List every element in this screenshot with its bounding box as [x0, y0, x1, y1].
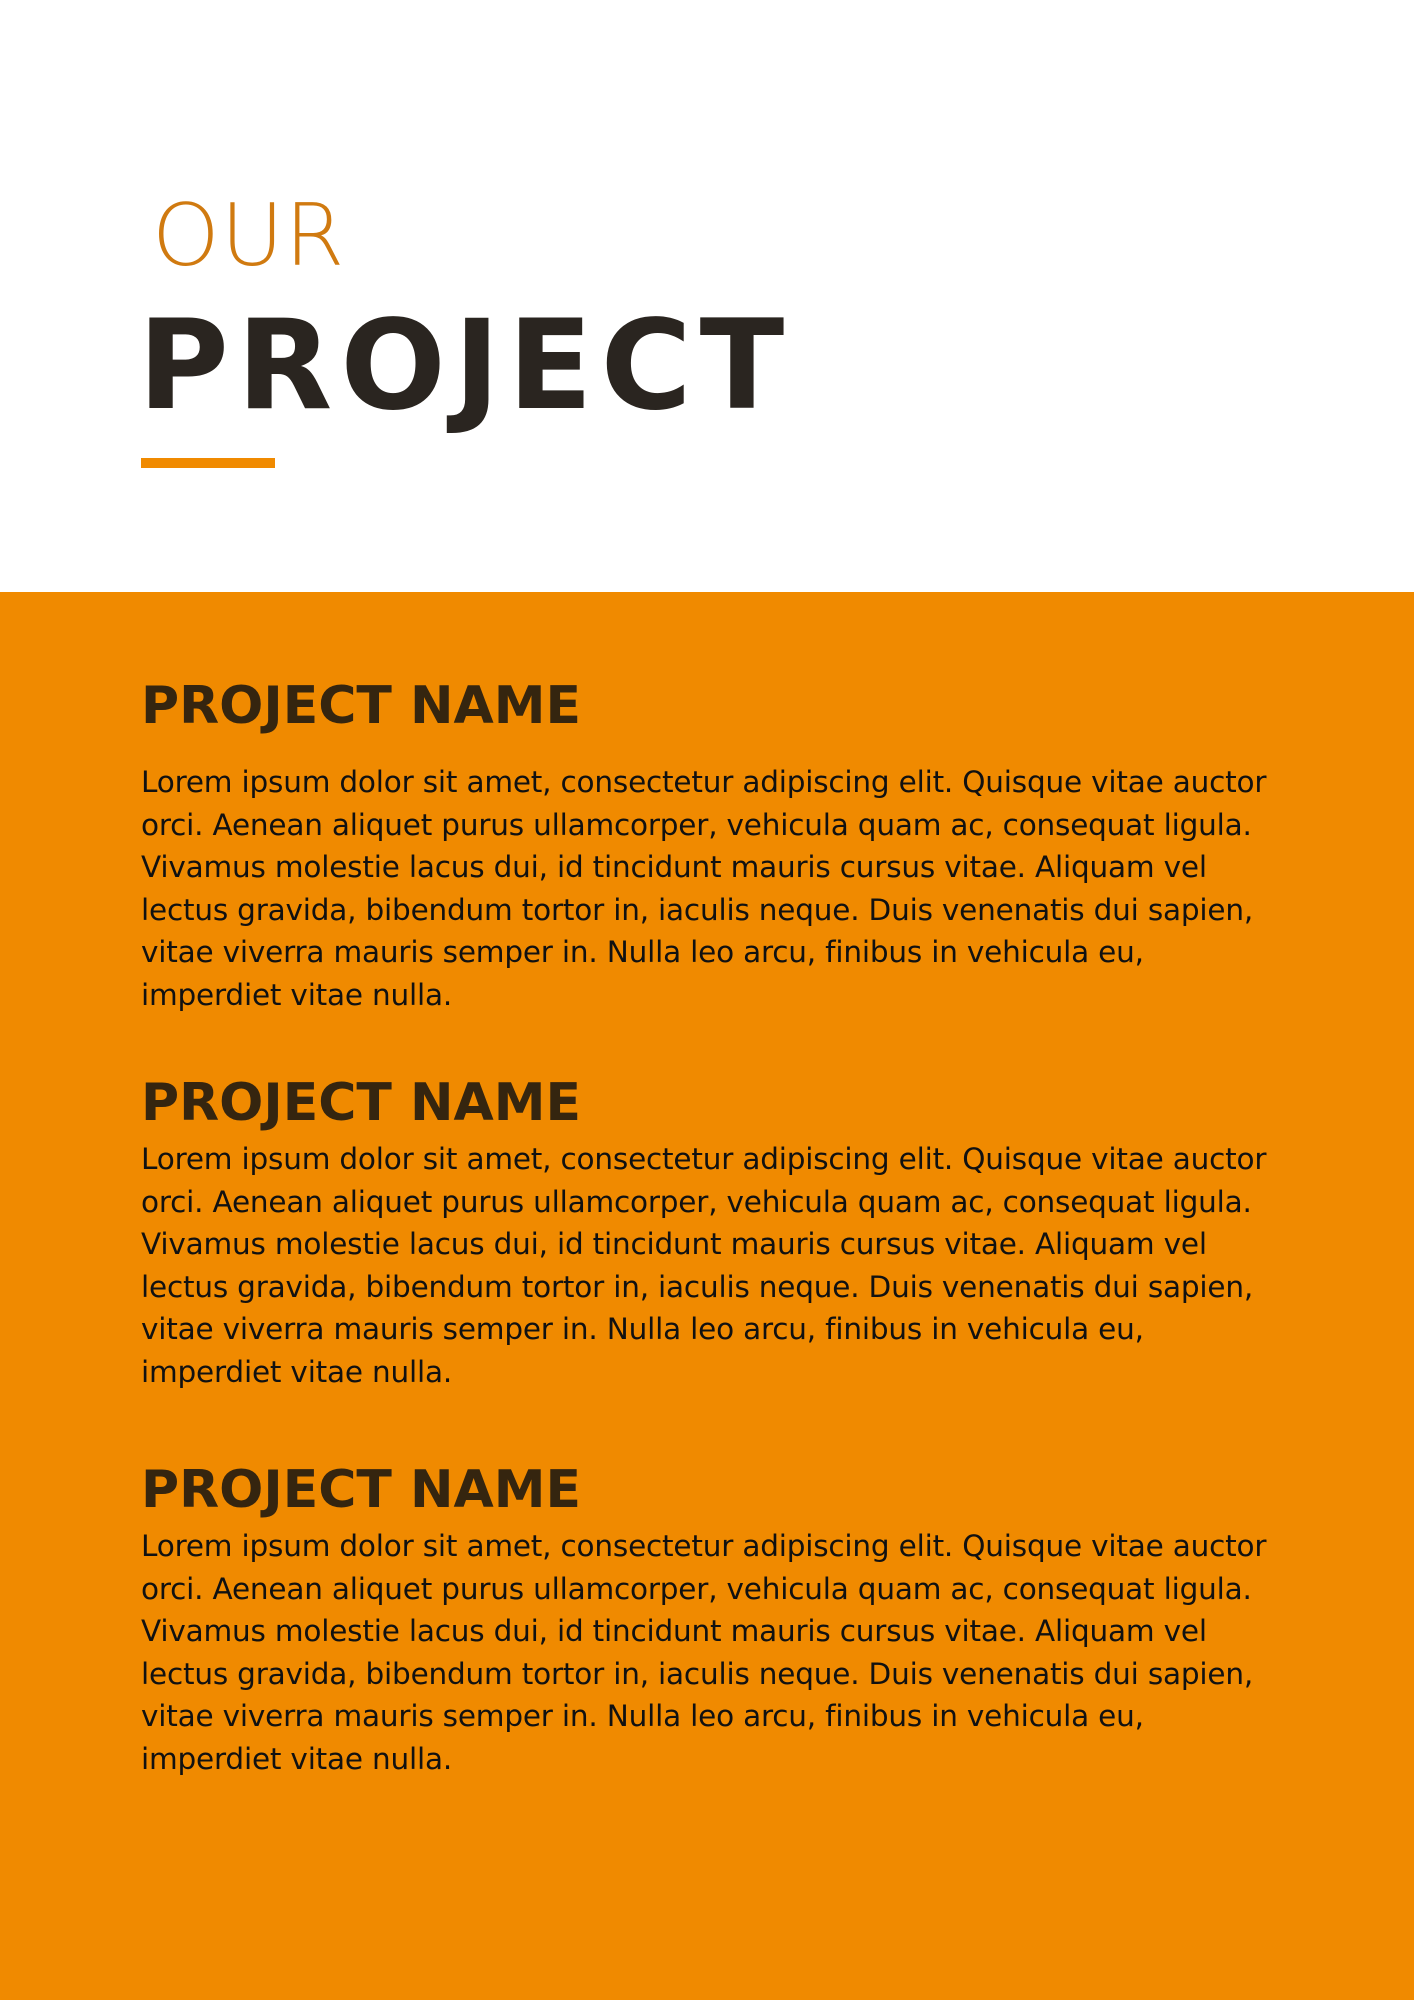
heading-our: OUR: [152, 186, 346, 286]
project-description: Lorem ipsum dolor sit amet, consectetur adipiscing elit. Quisque vitae auctor orci. Aenean aliquet purus ullamcorper, vehicula quam ac, consequat ligula. Vivamus molestie lacus dui, id tincidunt mauris cursus vitae. Aliquam vel lectus gravida, bibendum tortor in, iaculis neque. Duis venenatis dui sapien, vitae viverra mauris semper in. Nulla leo arcu, finibus in vehicula eu, imperdiet vitae nulla.: [141, 765, 1267, 1012]
heading-project: PROJECT: [138, 294, 793, 438]
accent-underline: [141, 458, 275, 468]
project-title: PROJECT NAME: [141, 1073, 581, 1133]
project-description: Lorem ipsum dolor sit amet, consectetur adipiscing elit. Quisque vitae auctor orci. Aenean aliquet purus ullamcorper, vehicula quam ac, consequat ligula. Vivamus molestie lacus dui, id tincidunt mauris cursus vitae. Aliquam vel lectus gravida, bibendum tortor in, iaculis neque. Duis venenatis dui sapien, vitae viverra mauris semper in. Nulla leo arcu, finibus in vehicula eu, imperdiet vitae nulla.: [141, 1529, 1267, 1776]
project-section: [141, 1068, 1281, 1394]
project-title: PROJECT NAME: [141, 1460, 581, 1520]
project-section: [141, 1455, 1281, 1781]
project-section: [141, 671, 1281, 1017]
header-area: [0, 0, 1414, 592]
project-description: Lorem ipsum dolor sit amet, consectetur adipiscing elit. Quisque vitae auctor orci. Aenean aliquet purus ullamcorper, vehicula quam ac, consequat ligula. Vivamus molestie lacus dui, id tincidunt mauris cursus vitae. Aliquam vel lectus gravida, bibendum tortor in, iaculis neque. Duis venenatis dui sapien, vitae viverra mauris semper in. Nulla leo arcu, finibus in vehicula eu, imperdiet vitae nulla.: [141, 1142, 1267, 1389]
project-title: PROJECT NAME: [141, 676, 581, 736]
